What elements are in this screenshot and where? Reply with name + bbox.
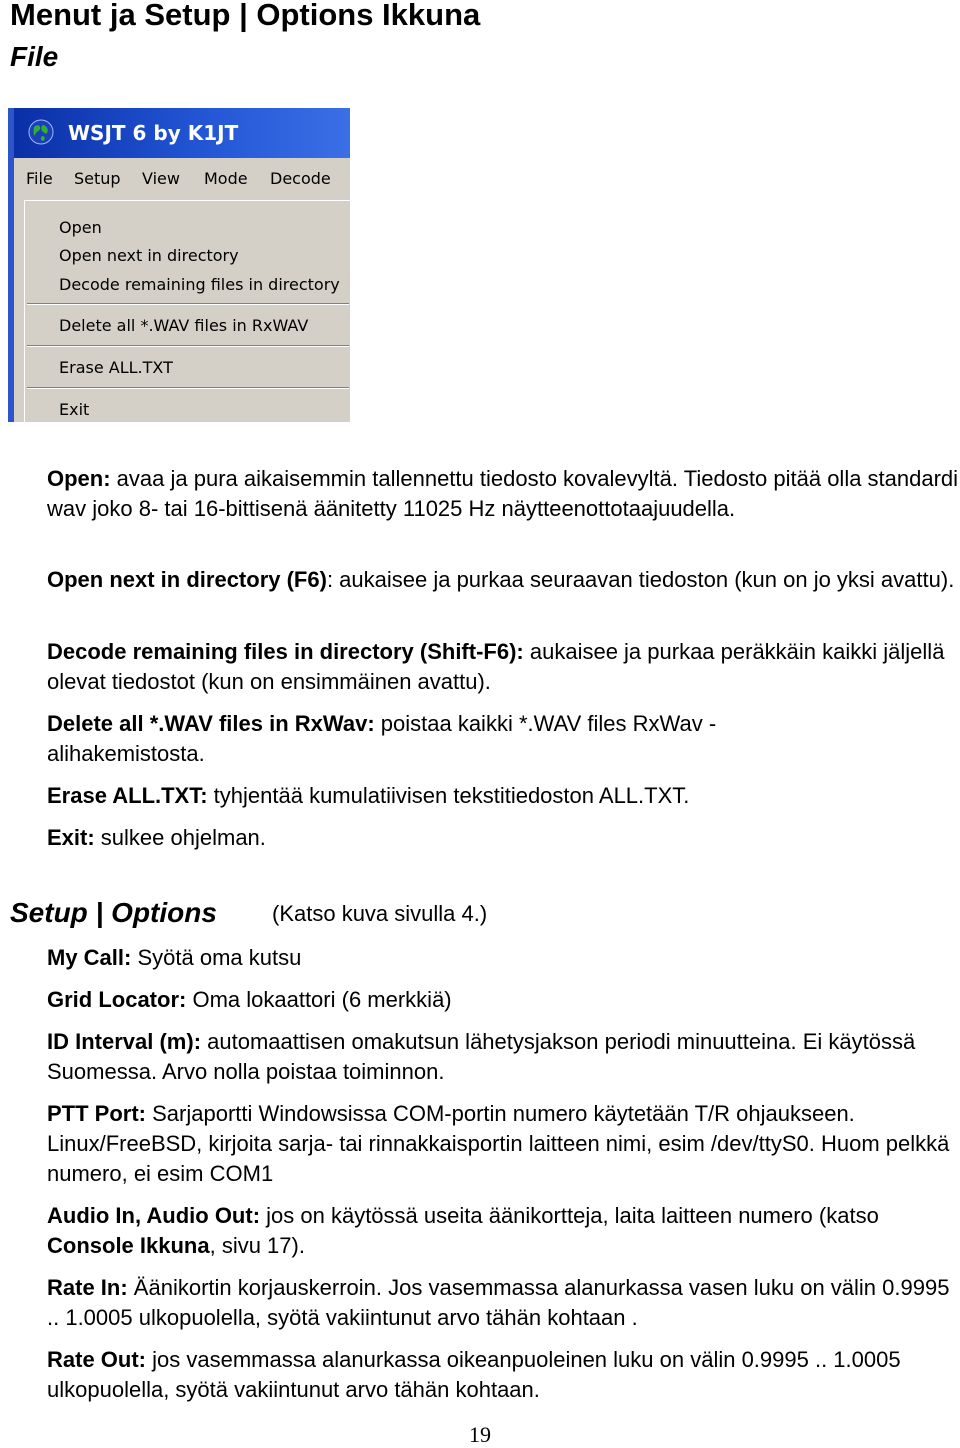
menubar [14,164,350,196]
menu-item-exit[interactable]: Exit [59,400,90,419]
desc-delete-wav [47,709,847,769]
desc-open-next-label: Open next in directory (F6) [47,567,327,592]
menu-item-open[interactable]: Open [59,218,102,237]
setup-audio-text: jos on käytössä useita äänikortteja, laita laitteen numero (katso [260,1203,879,1228]
menu-item-open-next[interactable]: Open next in directory [59,246,239,265]
setup-ptt-port-text: Sarjaportti Windowsissa COM-portin numero käytetään T/R ohjaukseen. Linux/FreeBSD, kirjoita sarja- tai rinnakkaisportin laitteen nimi, esim /dev/ttyS0. Huom pelkkä numero, ei esim COM1 [47,1101,950,1186]
setup-my-call-text: Syötä oma kutsu [131,945,302,970]
menu-item-delete-wav[interactable]: Delete all *.WAV files in RxWAV [59,316,309,335]
setup-rate-out [47,1345,959,1405]
menu-decode[interactable]: Decode [270,169,331,188]
setup-audio-in-out [47,1201,959,1261]
desc-delete-wav-label: Delete all *.WAV files in RxWav: [47,711,375,736]
menu-mode[interactable]: Mode [204,169,248,188]
menu-item-erase-all[interactable]: Erase ALL.TXT [59,358,173,377]
setup-audio-text2: , sivu 17). [209,1233,305,1258]
setup-rate-out-text: jos vasemmassa alanurkassa oikeanpuoleinen luku on välin 0.9995 .. 1.0005 ulkopuolella, syötä vakiintunut arvo tähän kohtaan. [47,1347,901,1402]
desc-open-next-text: : aukaisee ja purkaa seuraavan tiedoston (kun on jo yksi avattu). [326,567,955,592]
setup-rate-in [47,1273,959,1333]
setup-audio-console-ref: Console Ikkuna [47,1233,210,1258]
setup-audio-label: Audio In, Audio Out: [47,1203,261,1228]
desc-open-text: avaa ja pura aikaisemmin tallennettu tiedosto kovalevyltä. Tiedosto pitää olla standardi wav joko 8- tai 16-bittisenä äänitetty 11025 Hz näytteenottotaajuudella. [47,466,959,521]
section-subtitle-file: File [10,41,59,72]
setup-rate-in-label: Rate In: [47,1275,128,1300]
setup-grid-locator [47,985,959,1015]
setup-id-interval-label: ID Interval (m): [47,1029,202,1054]
page-number: 19 [469,1422,491,1447]
desc-decode-remaining-text: aukaisee ja purkaa peräkkäin kaikki jäljellä olevat tiedostot (kun on ensimmäinen avattu). [47,639,945,694]
desc-open-label: Open: [47,466,111,491]
menu-separator [27,303,349,305]
window-titlebar [14,108,350,158]
desc-decode-remaining [47,637,959,697]
menu-file[interactable]: File [26,169,53,188]
file-dropdown-menu [24,200,350,422]
setup-id-interval [47,1027,959,1087]
desc-open [47,464,959,524]
menu-view[interactable]: View [142,169,180,188]
setup-grid-locator-text: Oma lokaattori (6 merkkiä) [186,987,452,1012]
setup-options-note: (Katso kuva sivulla 4.) [272,901,488,926]
wsjt-window-screenshot [8,108,350,422]
setup-ptt-port [47,1099,959,1189]
menu-separator [27,387,349,389]
desc-decode-remaining-label: Decode remaining files in directory (Shift-F6): [47,639,524,664]
desc-erase-label: Erase ALL.TXT: [47,783,208,808]
setup-my-call-label: My Call: [47,945,132,970]
desc-open-next [47,565,959,595]
menu-item-decode-remaining[interactable]: Decode remaining files in directory [59,275,340,294]
globe-icon [28,119,54,145]
desc-erase [47,781,959,811]
desc-exit-label: Exit: [47,825,95,850]
setup-options-heading: Setup | Options [10,897,217,928]
setup-id-interval-text: automaattisen omakutsun lähetysjakson periodi minuutteina. Ei käytössä Suomessa. Arvo nolla poistaa toiminnon. [47,1029,916,1084]
window-title: WSJT 6 by K1JT [68,121,239,145]
desc-exit [47,823,959,853]
setup-rate-out-label: Rate Out: [47,1347,146,1372]
setup-grid-locator-label: Grid Locator: [47,987,187,1012]
menu-setup[interactable]: Setup [74,169,121,188]
setup-my-call [47,943,959,973]
page-title: Menut ja Setup | Options Ikkuna [10,0,481,32]
desc-exit-text: sulkee ohjelman. [94,825,266,850]
desc-erase-text: tyhjentää kumulatiivisen tekstitiedoston ALL.TXT. [207,783,690,808]
desc-delete-wav-text: poistaa kaikki *.WAV files RxWav - alihakemistosta. [47,711,717,766]
setup-ptt-port-label: PTT Port: [47,1101,146,1126]
setup-rate-in-text: Äänikortin korjauskerroin. Jos vasemmassa alanurkassa vasen luku on välin 0.9995 .. 1.0005 ulkopuolella, syötä vakiintunut arvo tähän kohtaan . [47,1275,950,1330]
menu-separator [27,345,349,347]
